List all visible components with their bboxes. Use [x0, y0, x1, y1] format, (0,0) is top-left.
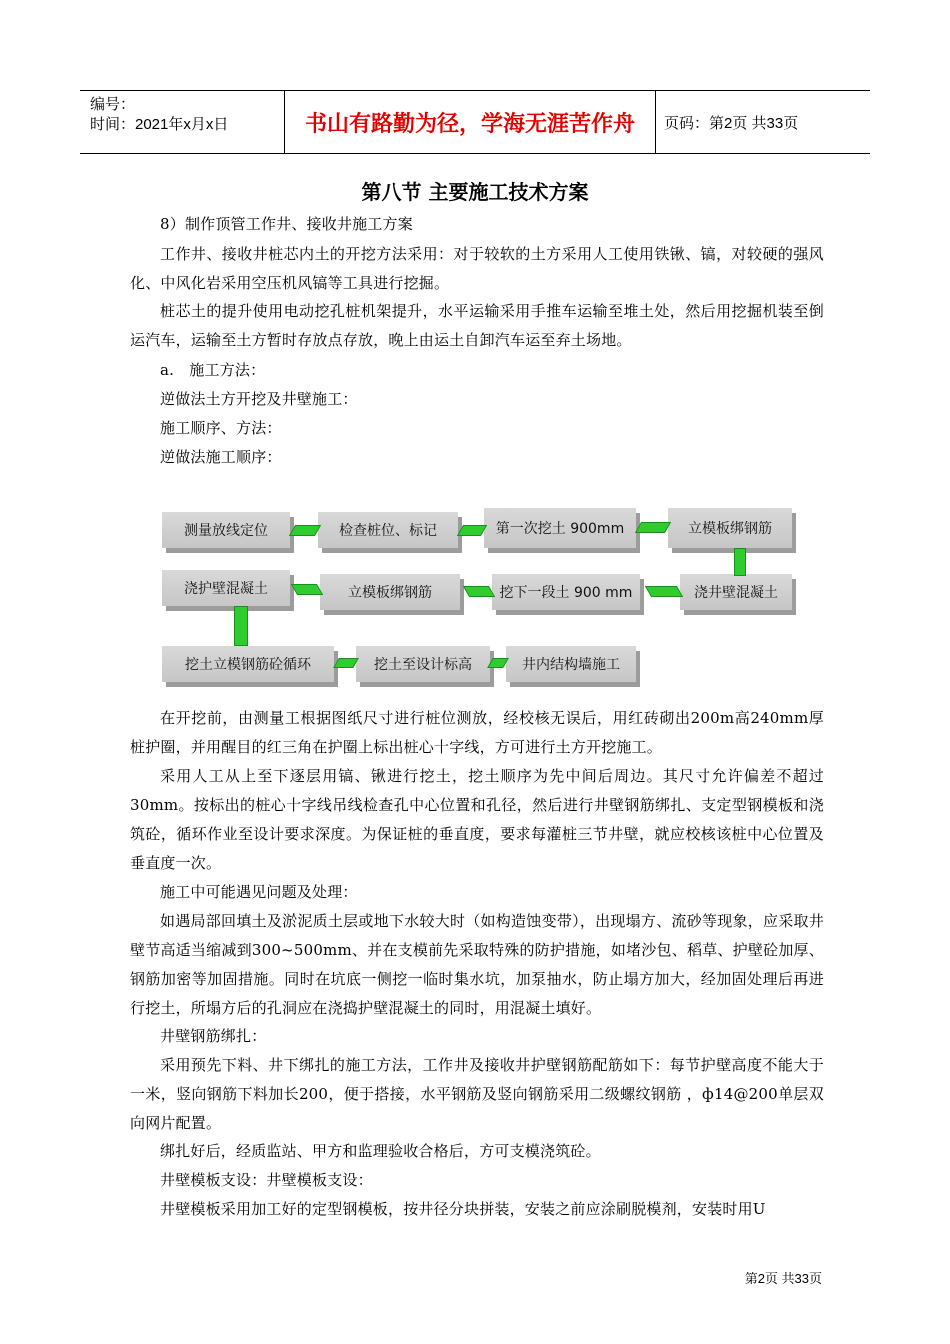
paragraph: 井壁模板采用加工好的定型钢模板，按井径分块拼装，安装之前应涂刷脱模剂，安装时用U [160, 1200, 766, 1218]
paragraph: 采用预先下料、井下绑扎的施工方法，工作井及接收井护壁钢筋配筋如下：每节护壁高度不能大于一米，竖向钢筋下料加长200，便于搭接，水平钢筋及竖向钢筋采用二级螺纹钢筋 ，ф14@200单层双向网片配置。 [130, 1056, 824, 1132]
arrow-connector [291, 584, 323, 595]
paragraph: 如遇局部回填土及淤泥质土层或地下水较大时（如构造蚀变带），出现塌方、流砂等现象，应采取井壁节高适当缩减到300~500mm、并在支模前先采取特殊的防护措施，如堵沙包、稻草、护壁砼加厚、钢筋加密等加固措施。同时在坑底一侧挖一临时集水坑，加泵抽水，防止塌方加大，经加固处理后再进行挖土，所塌方后的孔洞应在浇捣护壁混凝土的同时，用混凝土填好。 [130, 912, 824, 1017]
paragraph: 逆做法施工顺序： [160, 448, 282, 466]
paragraph: 施工顺序、方法： [160, 419, 282, 437]
flow-step: 测量放线定位 [162, 512, 290, 548]
arrow-connector [234, 606, 248, 646]
page-header [80, 90, 870, 154]
flow-step: 挖土立模钢筋砼循环 [162, 646, 334, 682]
arrow-connector [289, 525, 321, 536]
flow-step: 浇护壁混凝土 [162, 570, 290, 606]
page-footer: 第2页 共33页 [744, 1271, 822, 1286]
flow-step: 立模板绑钢筋 [320, 574, 460, 610]
header-meta [90, 95, 285, 135]
number-label: 编号： [90, 96, 136, 113]
flow-step: 井内结构墙施工 [506, 646, 636, 682]
flow-step: 检查桩位、标记 [318, 512, 458, 548]
arrow-connector [463, 586, 495, 597]
date-label: 时间：2021年x月x日 [90, 116, 229, 133]
flow-step: 浇井壁混凝土 [680, 574, 792, 610]
section-title: 第八节 主要施工技术方案 [361, 180, 589, 204]
flow-step: 挖下一段土 900 mm [492, 574, 640, 610]
paragraph: 在开挖前，由测量工根据图纸尺寸进行桩位测放，经校核无误后，用红砖砌出200m高240mm厚桩护圈，并用醒目的红三角在护圈上标出桩心十字线，方可进行土方开挖施工。 [130, 709, 824, 756]
flow-step: 第一次挖土 900mm [484, 508, 636, 548]
arrow-connector [645, 586, 683, 597]
arrow-connector [734, 548, 746, 576]
paragraph: 绑扎好后，经质监站、甲方和监理验收合格后，方可支模浇筑砼。 [160, 1142, 601, 1160]
flow-step: 挖土至设计标高 [356, 646, 490, 682]
paragraph: a. 施工方法： [160, 361, 266, 379]
paragraph: 井壁模板支设：井壁模板支设： [160, 1171, 373, 1189]
paragraph: 逆做法土方开挖及井壁施工： [160, 390, 358, 408]
paragraph: 井壁钢筋绑扎： [160, 1027, 267, 1045]
paragraph: 工作井、接收井桩芯内土的开挖方法采用：对于较软的土方采用人工使用铁锹、镐，对较硬的强风化、中风化岩采用空压机风镐等工具进行挖掘。 [130, 245, 824, 292]
paragraph-heading: 8）制作顶管工作井、接收井施工方案 [160, 215, 413, 233]
paragraph: 采用人工从上至下逐层用镐、锹进行挖土，挖土顺序为先中间后周边。其尺寸允许偏差不超过30mm。按标出的桩心十字线吊线检查孔中心位置和孔径，然后进行井壁钢筋绑扎、支定型钢模板和浇筑砼，循环作业至设计要求深度。为保证桩的垂直度，要求每灌桩三节井壁，就应校核该桩中心位置及垂直度一次。 [130, 767, 824, 872]
flow-step: 立模板绑钢筋 [668, 508, 792, 548]
motto: 书山有路勤为径，学海无涯苦作舟 [284, 91, 656, 153]
page-label: 页码：第2页 共33页 [664, 114, 799, 132]
arrow-connector [457, 525, 487, 536]
arrow-connector [635, 522, 671, 533]
paragraph: 桩芯土的提升使用电动挖孔桩机架提升，水平运输采用手推车运输至堆土处，然后用挖掘机装至倒运汽车，运输至土方暂时存放点存放，晚上由运土自卸汽车运至弃土场地。 [130, 302, 824, 349]
paragraph: 施工中可能遇见问题及处理： [160, 883, 358, 901]
